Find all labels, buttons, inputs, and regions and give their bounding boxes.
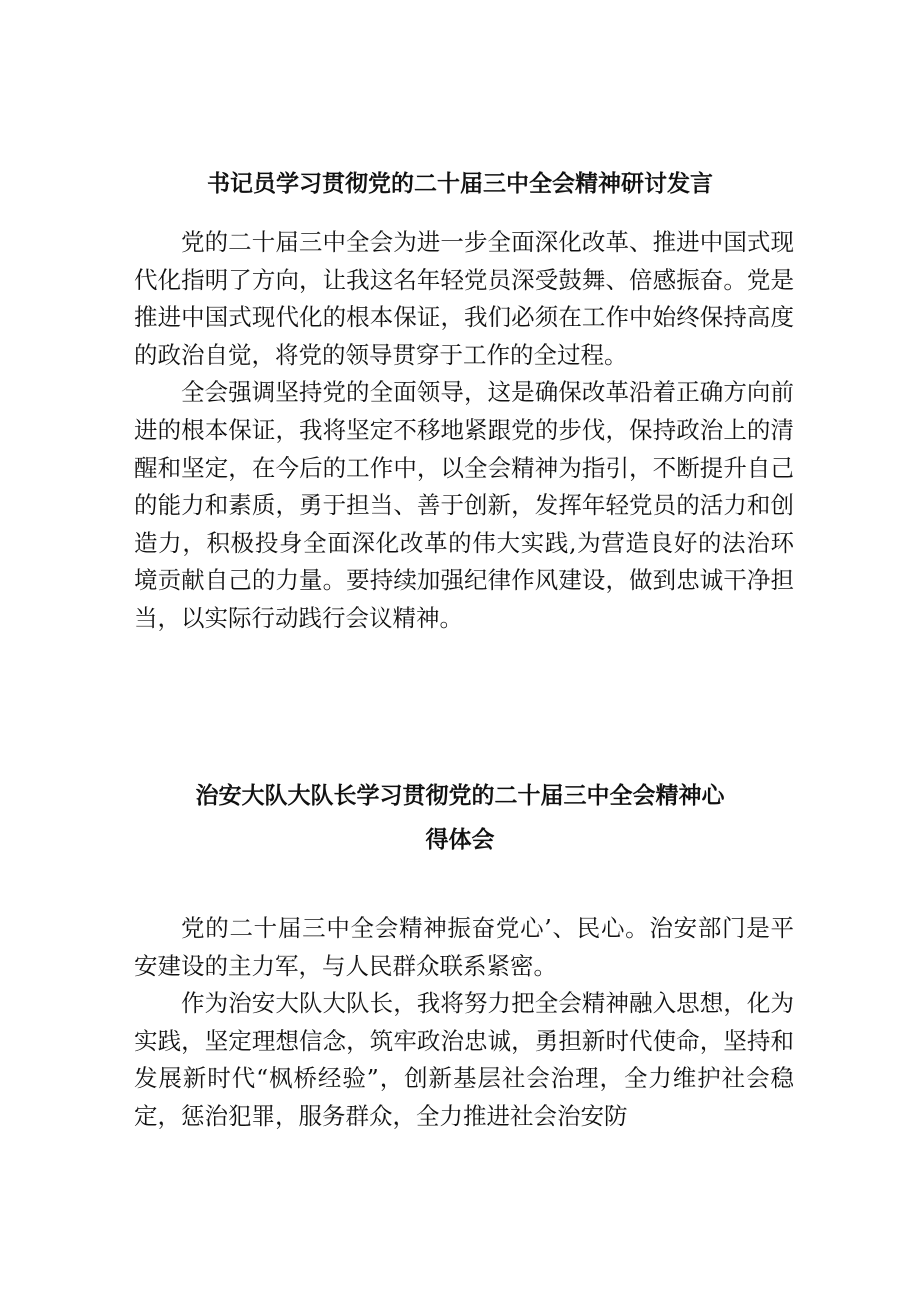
article-1-paragraph-2: 全会强调坚持党的全面领导，这是确保改革沿着正确方向前进的根本保证，我将坚定不移地紧跟党的步伐，保持政治上的清醒和坚定，在今后的工作中，以全会精神为指引，不断提升自己的能力和素质，勇于担当、善于创新，发挥年轻党员的活力和创造力，积极投身全面深化改革的伟大实践,为营造良好的法治环境贡献自己的力量。要持续加强纪律作风建设，做到忠诚干净担当，以实际行动践行会议精神。 [134, 378, 794, 632]
article-2-title-line-2: 得体会 [425, 827, 495, 853]
article-2-paragraph-1: 党的二十届三中全会精神振奋党心’、民心。治安部门是平安建设的主力军，与人民群众联系紧密。 [134, 914, 794, 980]
article-1-title: 书记员学习贯彻党的二十届三中全会精神研讨发言 [207, 171, 713, 197]
article-2-title [0, 774, 920, 862]
article-1-paragraph-1: 党的二十届三中全会为进一步全面深化改革、推进中国式现代化指明了方向，让我这名年轻党员深受鼓舞、倍感振奋。党是推进中国式现代化的根本保证，我们必须在工作中始终保持高度的政治自觉，将党的领导贯穿于工作的全过程。 [134, 228, 794, 369]
article-2-paragraph-2: 作为治安大队大队长，我将努力把全会精神融入思想，化为实践，坚定理想信念，筑牢政治忠诚，勇担新时代使命，坚持和发展新时代“枫桥经验”，创新基层社会治理，全力维护社会稳定，惩治犯罪，服务群众，全力推进社会治安防 [134, 989, 794, 1130]
article-2-body [134, 910, 794, 1136]
article-1-body [134, 224, 794, 638]
article-2-title-line-1: 治安大队大队长学习贯彻党的二十届三中全会精神心 [195, 783, 725, 809]
